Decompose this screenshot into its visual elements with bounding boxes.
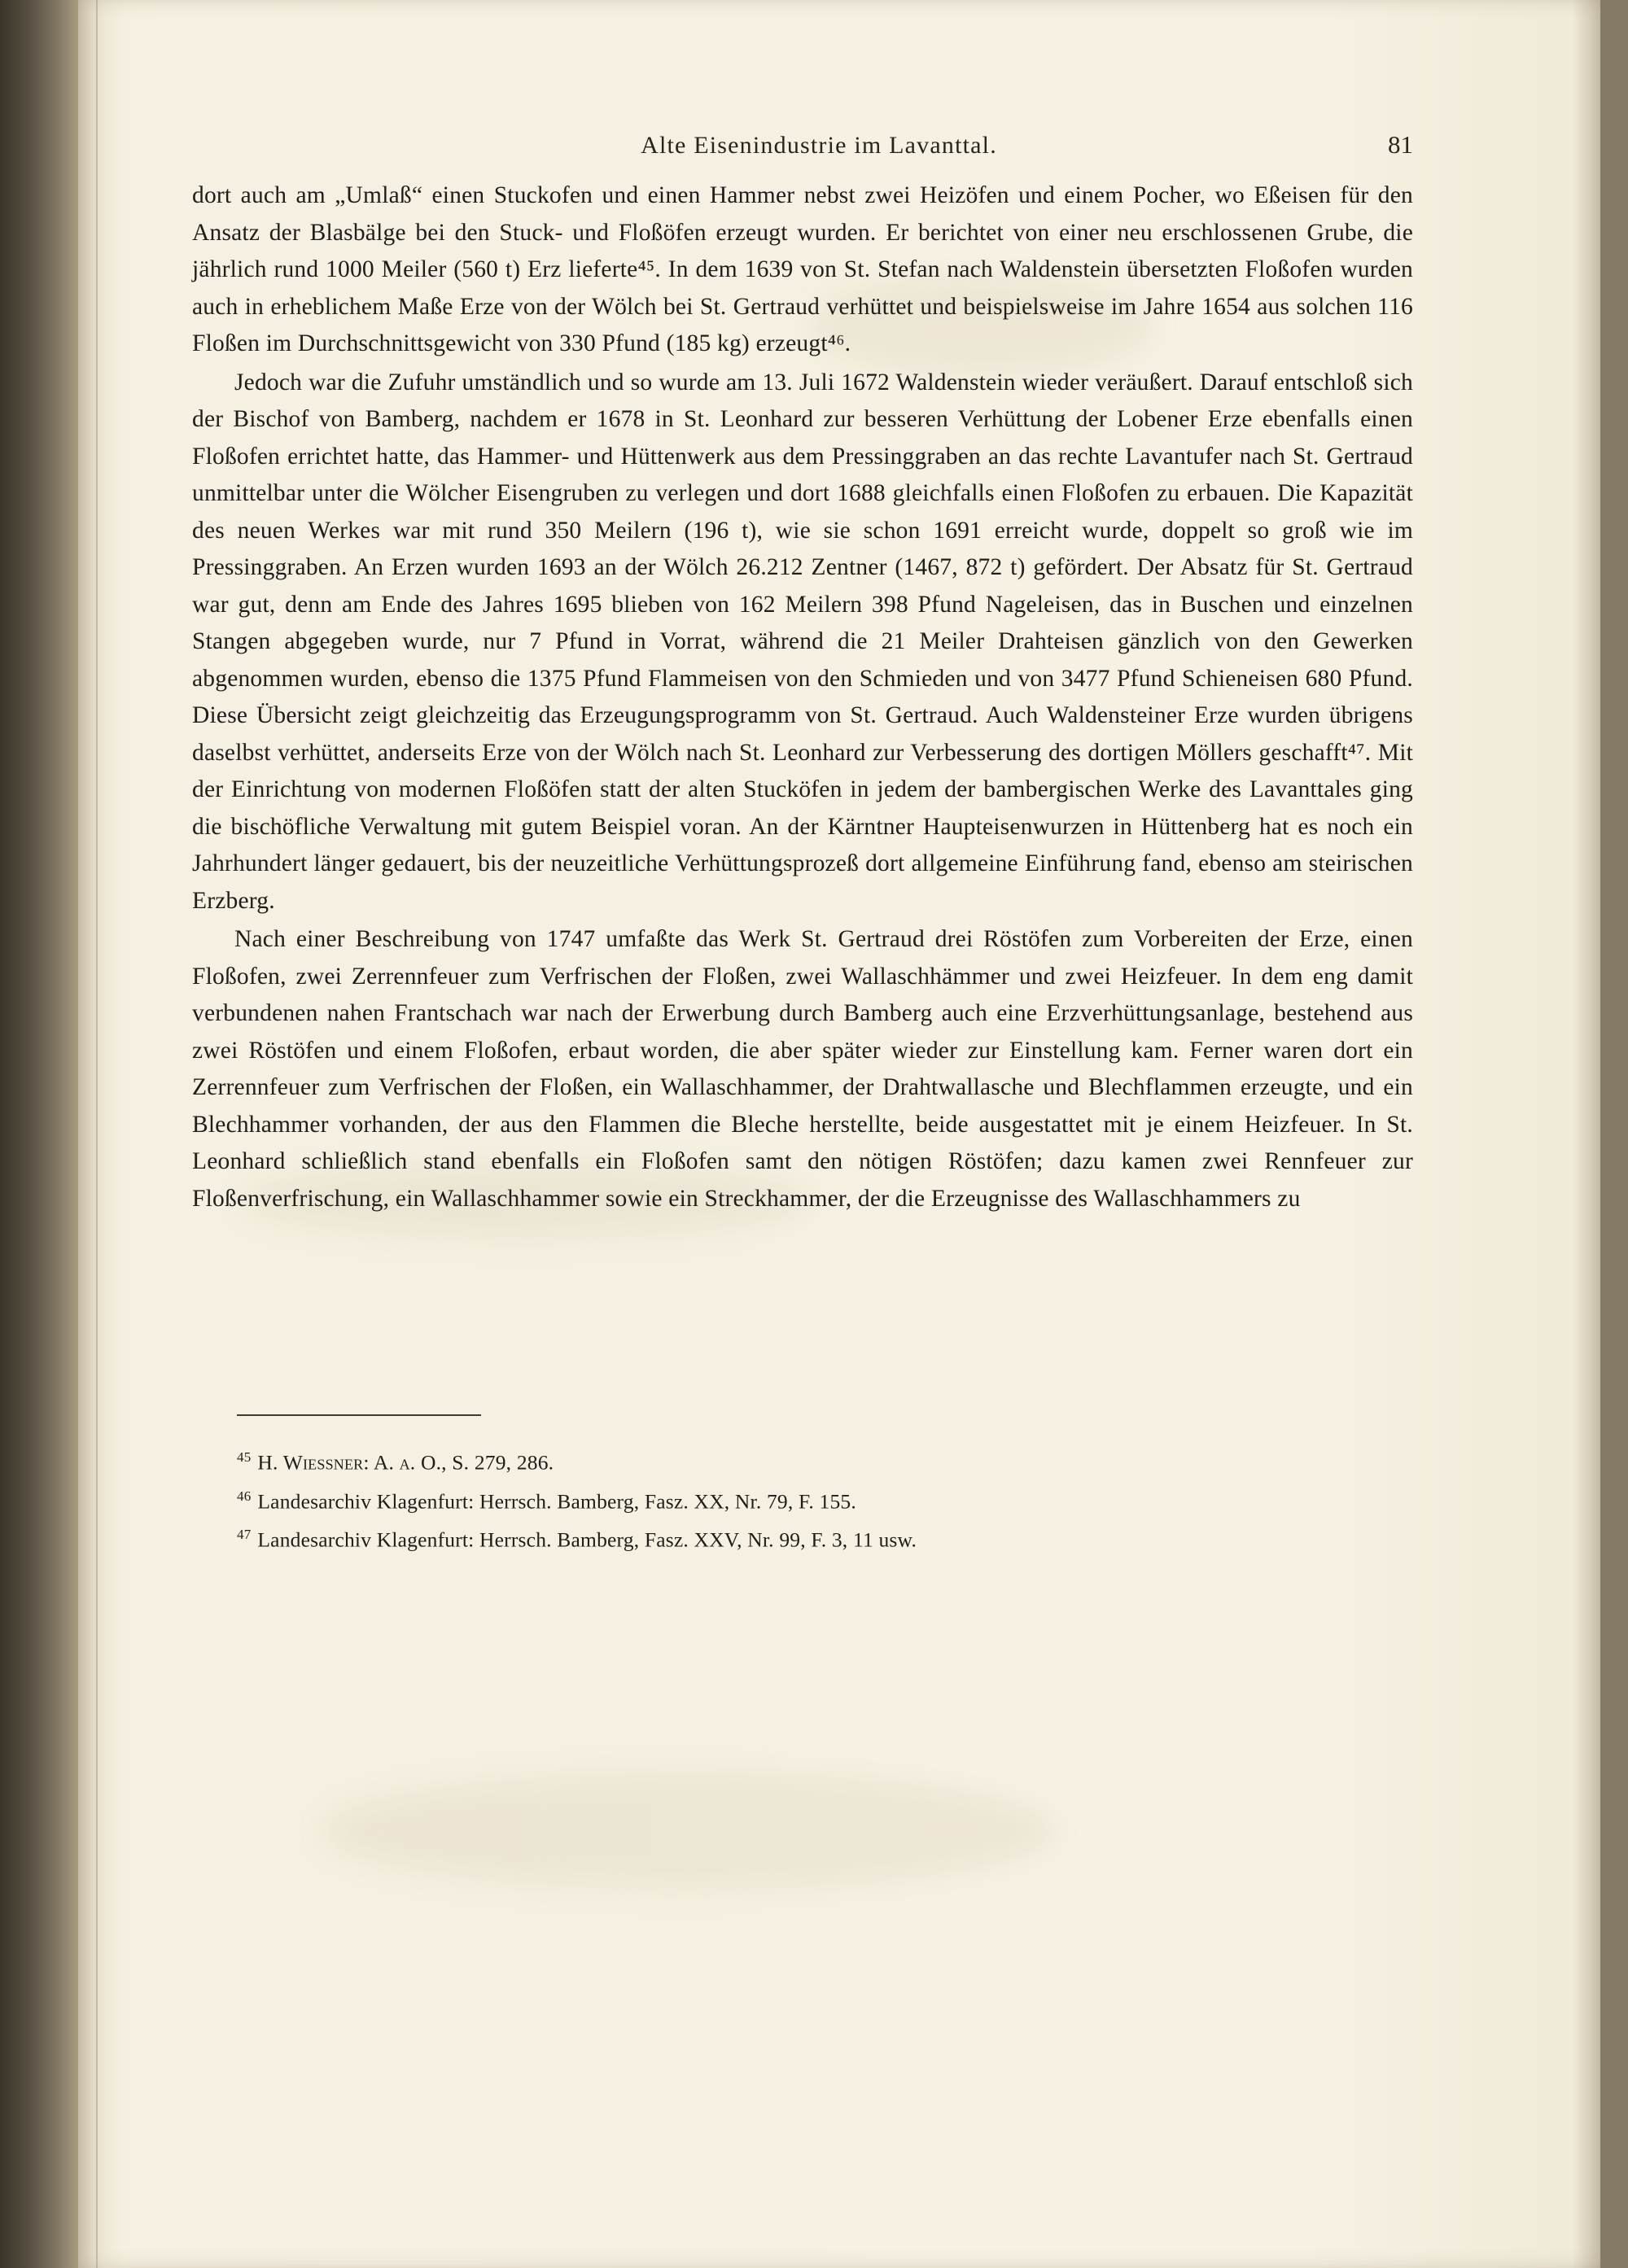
page-content [192, 0, 1413, 2268]
running-head-title: Alte Eisenindustrie im Lavanttal. [641, 132, 997, 159]
page-number: 81 [1388, 130, 1413, 159]
book-page [78, 0, 1600, 2268]
footnote-rule [237, 1414, 481, 1416]
page-right-edge-shadow [1573, 0, 1600, 2268]
book-spine-shadow [0, 0, 78, 2268]
footnote-item [237, 1440, 1401, 1479]
footnote-text: Landesarchiv Klagenfurt: Herrsch. Bamberg, Fasz. XXV, Nr. 99, F. 3, 11 usw. [257, 1527, 917, 1552]
body-text [192, 177, 1413, 1219]
footnote-text: Landesarchiv Klagenfurt: Herrsch. Bamberg, Fasz. XX, Nr. 79, F. 155. [257, 1489, 856, 1513]
footnote-item [237, 1479, 1401, 1519]
running-head [192, 130, 1413, 160]
paragraph: Jedoch war die Zufuhr umständlich und so wurde am 13. Juli 1672 Waldenstein wieder veräußert. Darauf entschloß sich der Bischof von Bamberg, nachdem er 1678 in St. Leonhard zur besseren Verhüttung der Lobener Erze ebenfalls einen Floßofen errichtet hatte, das Hammer- und Hüttenwerk aus dem Pressinggraben an das rechte Lavantufer nach St. Gertraud unmittelbar unter die Wölcher Eisengruben zu verlegen und dort 1688 gleichfalls einen Floßofen zu erbauen. Die Kapazität des neuen Werkes war mit rund 350 Meilern (196 t), wie sie schon 1691 erreicht wurde, doppelt so groß wie im Pressinggraben. An Erzen wurden 1693 an der Wölch 26.212 Zentner (1467, 872 t) gefördert. Der Absatz für St. Gertraud war gut, denn am Ende des Jahres 1695 blieben von 162 Meilern 398 Pfund Nageleisen, das in Buschen und einzelnen Stangen abgegeben wurde, nur 7 Pfund in Vorrat, während die 21 Meiler Drahteisen gänzlich von den Gewerken abgenommen wurden, ebenso die 1375 Pfund Flammeisen von den Schmieden und von 3477 Pfund Schieneisen 680 Pfund. Diese Übersicht zeigt gleichzeitig das Erzeugungsprogramm von St. Gertraud. Auch Waldensteiner Erze wurden übrigens daselbst verhüttet, anderseits Erze von der Wölch nach St. Leonhard zur Verbesserung des dortigen Möllers geschafft⁴⁷. Mit der Einrichtung von modernen Floßöfen statt der alten Stucköfen in jedem der bambergischen Werke des Lavanttales ging die bischöfliche Verwaltung mit gutem Beispiel voran. An der Kärntner Haupteisenwurzen in Hüttenberg hat es noch ein Jahrhundert länger gedauert, bis der neuzeitliche Verhüttungsprozeß dort allgemeine Einführung fand, ebenso am steirischen Erzberg. [192, 369, 1413, 914]
footnotes [237, 1440, 1401, 1557]
paragraph: Nach einer Beschreibung von 1747 umfaßte das Werk St. Gertraud drei Röstöfen zum Vorbereiten der Erze, einen Floßofen, zwei Zerrennfeuer zum Verfrischen der Floßen, zwei Wallaschhämmer und zwei Heizfeuer. In dem eng damit verbundenen nahen Frantschach war nach der Erwerbung durch Bamberg auch eine Erzverhüttungsanlage, bestehend aus zwei Röstöfen und einem Floßofen, erbaut worden, die aber später wieder zur Einstellung kam. Ferner waren dort ein Zerrennfeuer zum Verfrischen der Floßen, ein Wallaschhammer, der Drahtwallasche und Blechflammen erzeugte, und ein Blechhammer vorhanden, der aus den Flammen die Bleche herstellte, beide ausgestattet mit je einem Heizfeuer. In St. Leonhard schließlich stand ebenfalls ein Floßofen samt den nötigen Röstöfen; dazu kamen zwei Rennfeuer zur Floßenverfrischung, ein Wallaschhammer sowie ein Streckhammer, der die Erzeugnisse des Wallaschhammers zu [192, 926, 1413, 1212]
footnote-marker: 46 [237, 1488, 252, 1504]
footnote-text: H. Wiessner: A. a. O., S. 279, 286. [257, 1450, 554, 1475]
footnote-item [237, 1518, 1401, 1557]
page-gutter-rule [96, 0, 98, 2268]
footnote-marker: 47 [237, 1527, 252, 1542]
paragraph: dort auch am „Umlaß“ einen Stuckofen und einen Hammer nebst zwei Heizöfen und einem Pocher, wo Eßeisen für den Ansatz der Blasbälge bei den Stuck- und Floßöfen erzeugt wurden. Er berichtet von einer neu erschlossenen Grube, die jährlich rund 1000 Meiler (560 t) Erz lieferte⁴⁵. In dem 1639 von St. Stefan nach Waldenstein übersetzten Floßofen wurden auch in erheblichem Maße Erze von der Wölch bei St. Gertraud verhüttet und beispielsweise im Jahre 1654 aus solchen 116 Floßen im Durchschnittsgewicht von 330 Pfund (185 kg) erzeugt⁴⁶. [192, 182, 1413, 356]
footnote-marker: 45 [237, 1449, 252, 1465]
